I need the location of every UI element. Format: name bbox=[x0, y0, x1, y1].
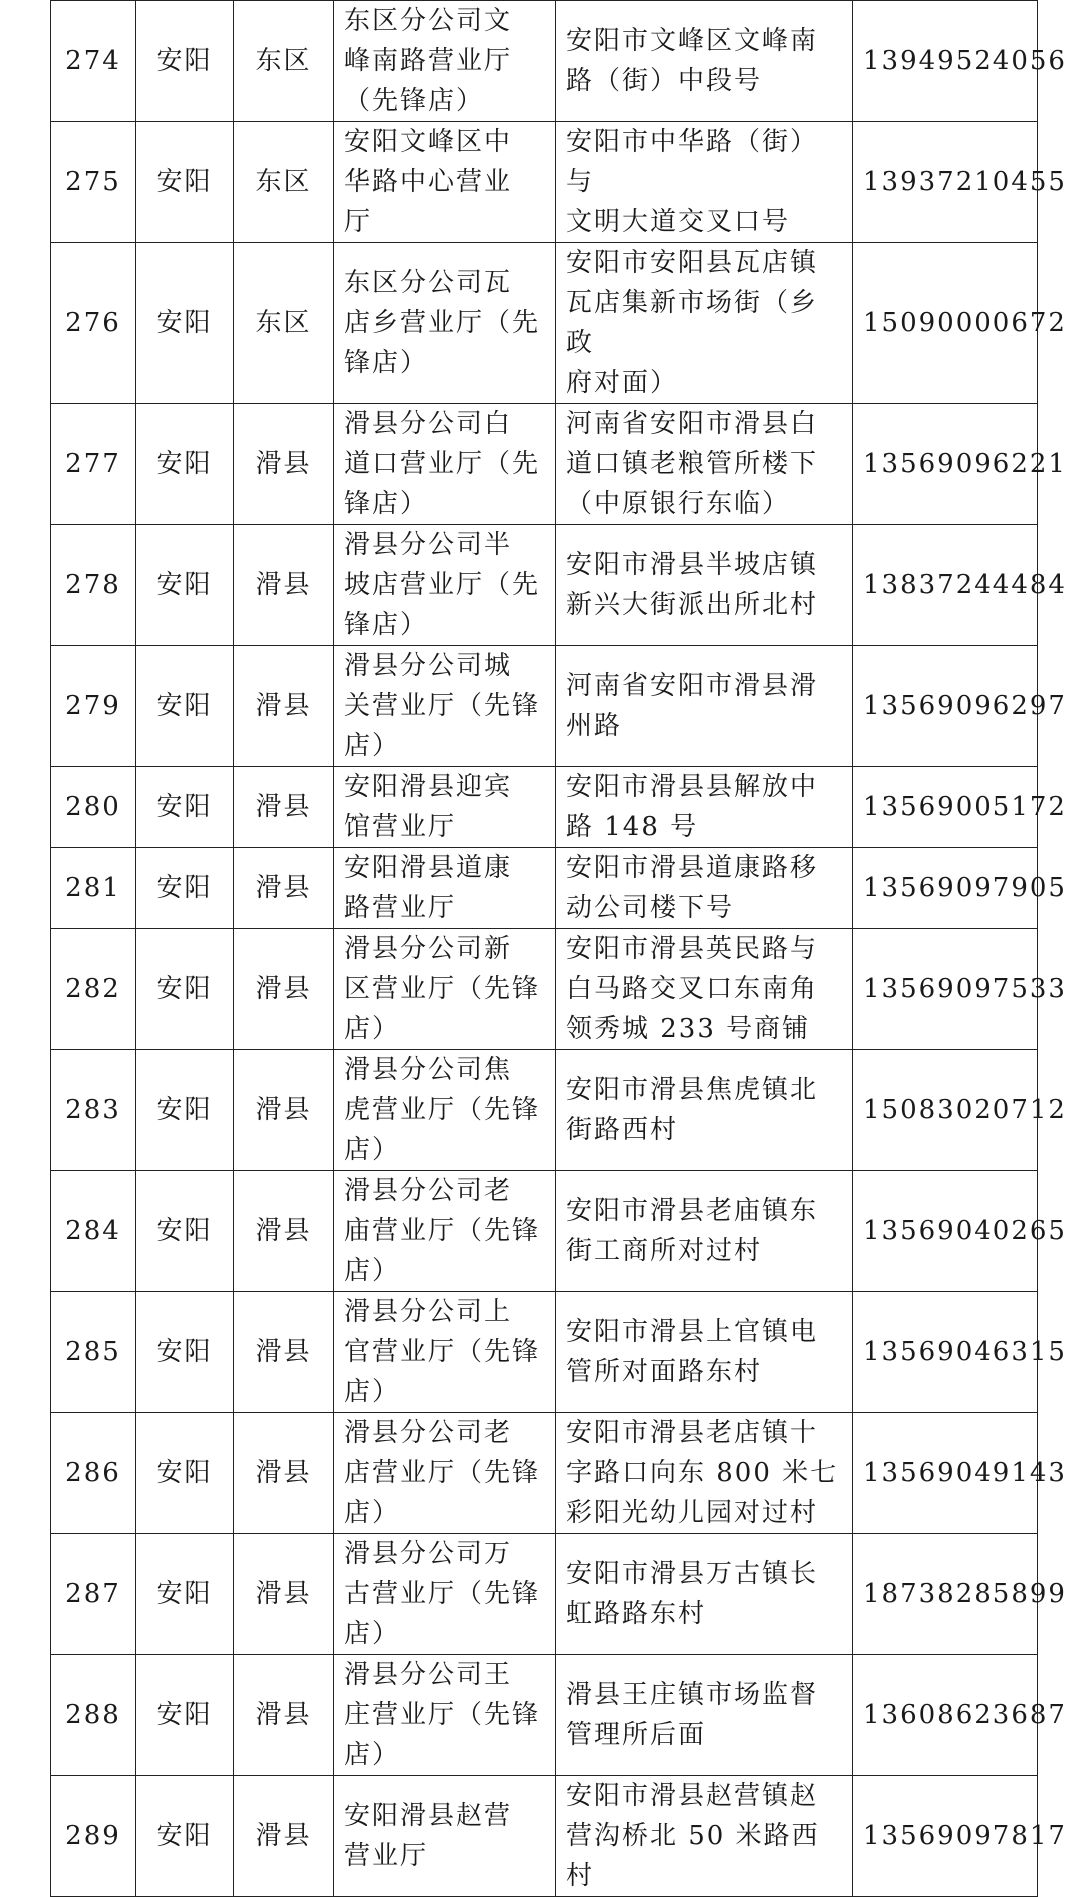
row-store-name-line: 滑县分公司王 bbox=[344, 1660, 513, 1690]
row-district: 滑县 bbox=[234, 1534, 334, 1655]
store-table bbox=[50, 0, 1067, 1897]
row-number: 278 bbox=[51, 525, 136, 646]
row-district: 滑县 bbox=[234, 1776, 334, 1897]
row-address-line: 安阳市滑县道康路移 bbox=[566, 853, 819, 883]
row-store-name-line: 店） bbox=[344, 1740, 401, 1770]
row-address-line: 新兴大街派出所北村 bbox=[566, 590, 819, 620]
row-district: 滑县 bbox=[234, 848, 334, 929]
row-number: 283 bbox=[51, 1050, 136, 1171]
row-store-name-line: 安阳滑县迎宾 bbox=[344, 772, 513, 802]
row-store-name bbox=[334, 1171, 556, 1292]
row-district: 滑县 bbox=[234, 404, 334, 525]
row-store-name-line: 庙营业厅（先锋 bbox=[344, 1216, 541, 1246]
row-phone: 13569096297 bbox=[853, 646, 1038, 767]
store-list-sheet bbox=[50, 0, 1067, 1897]
row-store-name bbox=[334, 848, 556, 929]
row-store-name bbox=[334, 1776, 556, 1897]
row-city: 安阳 bbox=[136, 767, 234, 848]
row-address-line: 河南省安阳市滑县白 bbox=[566, 409, 819, 439]
row-address-line: 瓦店集新市场街（乡政 bbox=[566, 288, 819, 358]
row-store-name-line: 道口营业厅（先 bbox=[344, 449, 541, 479]
row-city: 安阳 bbox=[136, 525, 234, 646]
table-row bbox=[51, 767, 1038, 848]
row-store-name-line: 滑县分公司新 bbox=[344, 934, 513, 964]
row-store-name-line: 店） bbox=[344, 1377, 401, 1407]
row-address-line: 滑县王庄镇市场监督 bbox=[566, 1680, 819, 1710]
row-store-name-line: 安阳滑县道康 bbox=[344, 853, 513, 883]
row-address-line: 安阳市滑县老店镇十 bbox=[566, 1418, 819, 1448]
row-address-line: 街工商所对过村 bbox=[566, 1236, 763, 1266]
row-address bbox=[556, 848, 853, 929]
row-address bbox=[556, 525, 853, 646]
row-store-name bbox=[334, 404, 556, 525]
row-store-name-line: 滑县分公司万 bbox=[344, 1539, 513, 1569]
table-row bbox=[51, 1292, 1038, 1413]
row-number: 286 bbox=[51, 1413, 136, 1534]
row-district: 滑县 bbox=[234, 1171, 334, 1292]
row-district: 滑县 bbox=[234, 1050, 334, 1171]
row-store-name-line: 店） bbox=[344, 1256, 401, 1286]
row-address-line: 路 148 号 bbox=[566, 812, 699, 842]
row-store-name bbox=[334, 243, 556, 404]
row-address-line: 府对面） bbox=[566, 368, 679, 398]
row-store-name bbox=[334, 1050, 556, 1171]
row-address bbox=[556, 1534, 853, 1655]
row-address-line: 安阳市中华路（街）与 bbox=[566, 127, 819, 197]
row-city: 安阳 bbox=[136, 404, 234, 525]
table-row bbox=[51, 646, 1038, 767]
row-number: 287 bbox=[51, 1534, 136, 1655]
row-address-line: 安阳市滑县半坡店镇 bbox=[566, 550, 819, 580]
row-store-name-line: 店） bbox=[344, 731, 401, 761]
row-address bbox=[556, 1171, 853, 1292]
row-store-name-line: 店） bbox=[344, 1619, 401, 1649]
row-address-line: 路（街）中段号 bbox=[566, 66, 763, 96]
row-store-name-line: 安阳滑县赵营 bbox=[344, 1801, 513, 1831]
row-city: 安阳 bbox=[136, 1413, 234, 1534]
row-address-line: 安阳市安阳县瓦店镇 bbox=[566, 248, 819, 278]
row-store-name-line: 锋店） bbox=[344, 348, 429, 378]
table-row bbox=[51, 1655, 1038, 1776]
row-number: 281 bbox=[51, 848, 136, 929]
table-row bbox=[51, 1, 1038, 122]
row-store-name bbox=[334, 122, 556, 243]
row-store-name-line: 华路中心营业 bbox=[344, 167, 513, 197]
row-phone: 18738285899 bbox=[853, 1534, 1038, 1655]
row-address-line: 管所对面路东村 bbox=[566, 1357, 763, 1387]
row-store-name-line: 安阳文峰区中 bbox=[344, 127, 513, 157]
row-store-name-line: 古营业厅（先锋 bbox=[344, 1579, 541, 1609]
row-store-name-line: 区营业厅（先锋 bbox=[344, 974, 541, 1004]
row-city: 安阳 bbox=[136, 1, 234, 122]
row-store-name-line: 坡店营业厅（先 bbox=[344, 570, 541, 600]
row-address bbox=[556, 404, 853, 525]
row-phone: 13569097905 bbox=[853, 848, 1038, 929]
row-number: 282 bbox=[51, 929, 136, 1050]
table-row bbox=[51, 525, 1038, 646]
row-store-name-line: 滑县分公司老 bbox=[344, 1418, 513, 1448]
row-district: 滑县 bbox=[234, 1655, 334, 1776]
row-store-name-line: 滑县分公司城 bbox=[344, 651, 513, 681]
row-phone: 13569097817 bbox=[853, 1776, 1038, 1897]
row-store-name-line: 店） bbox=[344, 1135, 401, 1165]
row-address-line: 领秀城 233 号商铺 bbox=[566, 1014, 811, 1044]
row-number: 276 bbox=[51, 243, 136, 404]
row-address-line: 白马路交叉口东南角 bbox=[566, 974, 819, 1004]
row-number: 289 bbox=[51, 1776, 136, 1897]
row-address-line: 动公司楼下号 bbox=[566, 893, 735, 923]
row-store-name-line: 店） bbox=[344, 1498, 401, 1528]
row-address-line: 安阳市滑县万古镇长 bbox=[566, 1559, 819, 1589]
row-phone: 13569096221 bbox=[853, 404, 1038, 525]
row-city: 安阳 bbox=[136, 1171, 234, 1292]
row-store-name-line: 厅 bbox=[344, 207, 373, 237]
row-number: 274 bbox=[51, 1, 136, 122]
table-row bbox=[51, 1534, 1038, 1655]
row-store-name-line: 峰南路营业厅 bbox=[344, 46, 513, 76]
row-address bbox=[556, 646, 853, 767]
row-city: 安阳 bbox=[136, 1776, 234, 1897]
row-store-name-line: 虎营业厅（先锋 bbox=[344, 1095, 541, 1125]
row-address-line: 字路口向东 800 米七 bbox=[566, 1458, 839, 1488]
table-row bbox=[51, 1171, 1038, 1292]
row-phone: 13569046315 bbox=[853, 1292, 1038, 1413]
row-store-name-line: 关营业厅（先锋 bbox=[344, 691, 541, 721]
row-store-name-line: 锋店） bbox=[344, 489, 429, 519]
table-row bbox=[51, 1413, 1038, 1534]
row-address bbox=[556, 243, 853, 404]
row-district: 滑县 bbox=[234, 525, 334, 646]
row-store-name bbox=[334, 1534, 556, 1655]
store-table-body bbox=[51, 1, 1067, 1897]
row-city: 安阳 bbox=[136, 646, 234, 767]
row-store-name-line: 营业厅 bbox=[344, 1841, 429, 1871]
row-address bbox=[556, 767, 853, 848]
row-phone: 13837244484 bbox=[853, 525, 1038, 646]
row-address bbox=[556, 929, 853, 1050]
row-store-name-line: 店） bbox=[344, 1014, 401, 1044]
row-address bbox=[556, 122, 853, 243]
row-store-name bbox=[334, 646, 556, 767]
row-address-line: 河南省安阳市滑县滑 bbox=[566, 671, 819, 701]
row-city: 安阳 bbox=[136, 122, 234, 243]
row-district: 东区 bbox=[234, 122, 334, 243]
row-phone: 13569005172 bbox=[853, 767, 1038, 848]
row-address-line: 安阳市滑县老庙镇东 bbox=[566, 1196, 819, 1226]
row-address-line: 文明大道交叉口号 bbox=[566, 207, 791, 237]
row-store-name bbox=[334, 525, 556, 646]
row-address-line: 州路 bbox=[566, 711, 623, 741]
row-store-name-line: 滑县分公司上 bbox=[344, 1297, 513, 1327]
row-address-line: 街路西村 bbox=[566, 1115, 679, 1145]
row-store-name bbox=[334, 1655, 556, 1776]
row-store-name-line: 路营业厅 bbox=[344, 893, 457, 923]
row-store-name bbox=[334, 767, 556, 848]
table-row bbox=[51, 848, 1038, 929]
row-store-name-line: 馆营业厅 bbox=[344, 812, 457, 842]
row-store-name bbox=[334, 1413, 556, 1534]
row-store-name bbox=[334, 1292, 556, 1413]
row-address-line: 管理所后面 bbox=[566, 1720, 707, 1750]
row-phone: 15083020712 bbox=[853, 1050, 1038, 1171]
row-store-name-line: 官营业厅（先锋 bbox=[344, 1337, 541, 1367]
row-address bbox=[556, 1776, 853, 1897]
row-number: 279 bbox=[51, 646, 136, 767]
row-address bbox=[556, 1050, 853, 1171]
row-store-name-line: （先锋店） bbox=[344, 86, 485, 116]
row-district: 滑县 bbox=[234, 929, 334, 1050]
row-store-name bbox=[334, 1, 556, 122]
row-city: 安阳 bbox=[136, 1050, 234, 1171]
row-address-line: 安阳市滑县上官镇电 bbox=[566, 1317, 819, 1347]
row-store-name bbox=[334, 929, 556, 1050]
row-store-name-line: 滑县分公司老 bbox=[344, 1176, 513, 1206]
table-row bbox=[51, 929, 1038, 1050]
row-city: 安阳 bbox=[136, 1534, 234, 1655]
row-store-name-line: 滑县分公司半 bbox=[344, 530, 513, 560]
row-store-name-line: 东区分公司瓦 bbox=[344, 268, 513, 298]
table-row bbox=[51, 243, 1038, 404]
row-city: 安阳 bbox=[136, 243, 234, 404]
row-address-line: 安阳市滑县英民路与 bbox=[566, 934, 819, 964]
row-phone: 13569049143 bbox=[853, 1413, 1038, 1534]
row-phone: 15090000672 bbox=[853, 243, 1038, 404]
row-number: 284 bbox=[51, 1171, 136, 1292]
row-address-line: 道口镇老粮管所楼下 bbox=[566, 449, 819, 479]
row-number: 285 bbox=[51, 1292, 136, 1413]
row-number: 275 bbox=[51, 122, 136, 243]
row-store-name-line: 店乡营业厅（先 bbox=[344, 308, 541, 338]
row-address-line: 安阳市滑县赵营镇赵 bbox=[566, 1781, 819, 1811]
row-city: 安阳 bbox=[136, 1655, 234, 1776]
row-address-line: （中原银行东临） bbox=[566, 489, 791, 519]
row-address-line: 彩阳光幼儿园对过村 bbox=[566, 1498, 819, 1528]
row-store-name-line: 滑县分公司白 bbox=[344, 409, 513, 439]
row-address bbox=[556, 1413, 853, 1534]
row-phone: 13569040265 bbox=[853, 1171, 1038, 1292]
row-store-name-line: 庄营业厅（先锋 bbox=[344, 1700, 541, 1730]
row-store-name-line: 东区分公司文 bbox=[344, 6, 513, 36]
table-row bbox=[51, 1776, 1038, 1897]
table-row bbox=[51, 122, 1038, 243]
row-address bbox=[556, 1292, 853, 1413]
row-number: 288 bbox=[51, 1655, 136, 1776]
row-district: 东区 bbox=[234, 243, 334, 404]
row-city: 安阳 bbox=[136, 929, 234, 1050]
row-phone: 13937210455 bbox=[853, 122, 1038, 243]
row-address-line: 安阳市文峰区文峰南 bbox=[566, 26, 819, 56]
row-store-name-line: 店营业厅（先锋 bbox=[344, 1458, 541, 1488]
row-number: 277 bbox=[51, 404, 136, 525]
row-city: 安阳 bbox=[136, 848, 234, 929]
row-number: 280 bbox=[51, 767, 136, 848]
row-city: 安阳 bbox=[136, 1292, 234, 1413]
row-district: 滑县 bbox=[234, 1292, 334, 1413]
row-store-name-line: 锋店） bbox=[344, 610, 429, 640]
row-phone: 13569097533 bbox=[853, 929, 1038, 1050]
row-address bbox=[556, 1655, 853, 1776]
row-address-line: 安阳市滑县焦虎镇北 bbox=[566, 1075, 819, 1105]
row-district: 滑县 bbox=[234, 646, 334, 767]
row-district: 滑县 bbox=[234, 1413, 334, 1534]
row-phone: 13949524056 bbox=[853, 1, 1038, 122]
row-district: 滑县 bbox=[234, 767, 334, 848]
row-address-line: 营沟桥北 50 米路西村 bbox=[566, 1821, 820, 1891]
row-store-name-line: 滑县分公司焦 bbox=[344, 1055, 513, 1085]
row-address bbox=[556, 1, 853, 122]
row-address-line: 安阳市滑县县解放中 bbox=[566, 772, 819, 802]
row-phone: 13608623687 bbox=[853, 1655, 1038, 1776]
row-district: 东区 bbox=[234, 1, 334, 122]
table-row bbox=[51, 1050, 1038, 1171]
table-row bbox=[51, 404, 1038, 525]
row-address-line: 虹路路东村 bbox=[566, 1599, 707, 1629]
